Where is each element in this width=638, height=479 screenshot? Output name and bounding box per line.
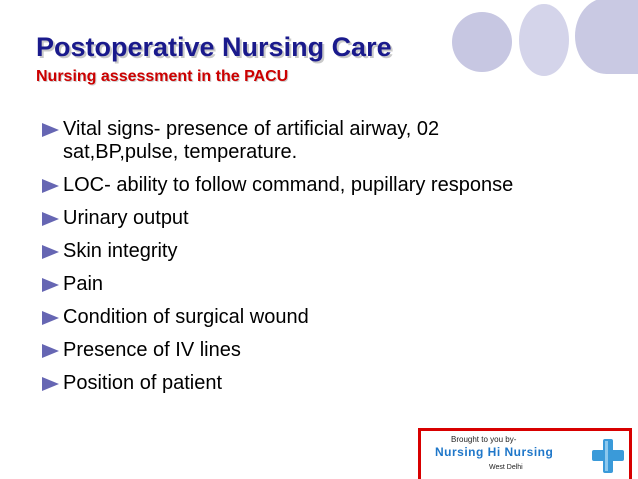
brand-location: West Delhi xyxy=(489,464,523,471)
bullet-item xyxy=(42,339,552,362)
triangle-bullet-icon xyxy=(42,377,59,391)
brand-banner xyxy=(418,428,632,479)
brand-name: Nursing Hi Nursing xyxy=(435,445,554,459)
bullet-item xyxy=(42,207,552,230)
triangle-bullet-icon xyxy=(42,344,59,358)
bullet-text: Presence of IV lines xyxy=(63,339,241,361)
bullet-item xyxy=(42,273,552,296)
bullet-item xyxy=(42,372,552,395)
decorative-circle xyxy=(575,0,638,74)
medical-cross-icon xyxy=(591,437,625,475)
slide-subtitle: Nursing assessment in the PACU xyxy=(36,68,289,85)
triangle-bullet-icon xyxy=(42,212,59,226)
bullet-text: Pain xyxy=(63,273,104,295)
bullet-text: Skin integrity xyxy=(63,240,178,262)
bullet-text: Position of patient xyxy=(63,372,222,394)
brand-tagline: Brought to you by- xyxy=(451,435,517,444)
bullet-text: Condition of surgical wound xyxy=(63,306,309,328)
bullet-text: Vital signs- presence of artificial airway, 02 sat,BP,pulse, temperature. xyxy=(63,118,440,163)
slide-title: Postoperative Nursing Care xyxy=(36,32,392,62)
triangle-bullet-icon xyxy=(42,123,59,137)
bullet-list xyxy=(42,118,552,405)
bullet-item xyxy=(42,174,552,197)
bullet-text: Urinary output xyxy=(63,207,189,229)
bullet-item xyxy=(42,306,552,329)
decorative-circle xyxy=(519,4,569,76)
triangle-bullet-icon xyxy=(42,245,59,259)
triangle-bullet-icon xyxy=(42,278,59,292)
bullet-item xyxy=(42,118,552,164)
bullet-text: LOC- ability to follow command, pupillary response xyxy=(63,174,514,196)
triangle-bullet-icon xyxy=(42,311,59,325)
triangle-bullet-icon xyxy=(42,179,59,193)
decorative-circle xyxy=(452,12,512,72)
bullet-item xyxy=(42,240,552,263)
